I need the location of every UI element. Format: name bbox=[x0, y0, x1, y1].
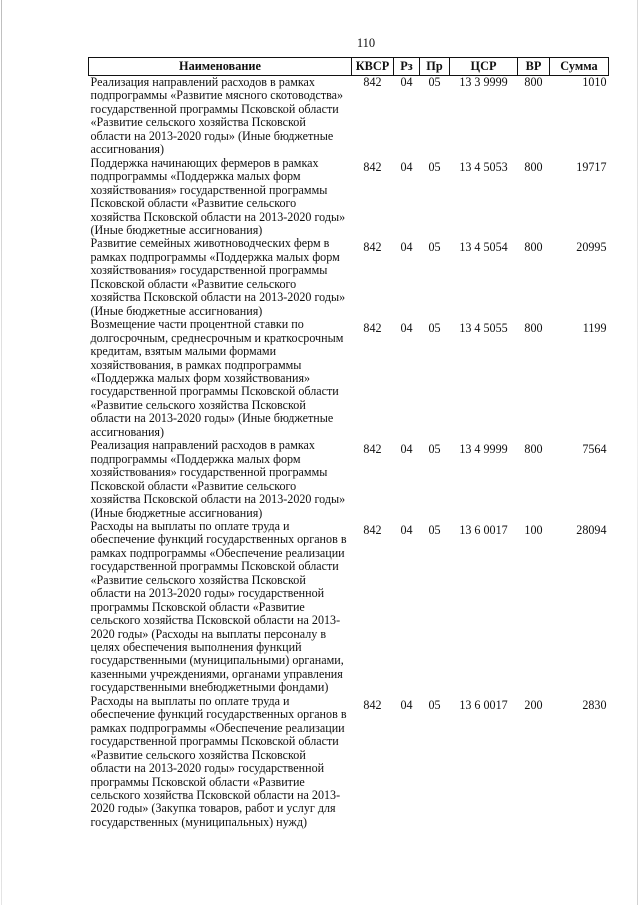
row-vr: 800 bbox=[524, 442, 543, 457]
row-kvsr: 842 bbox=[363, 321, 382, 336]
row-vr: 800 bbox=[524, 240, 543, 255]
table-row bbox=[89, 76, 609, 157]
row-name: Реализация направлений расходов в рамках подпрограммы «Поддержка малых форм хозяйствования» государственной программы Псковской области «Развитие сельского хозяйства Псковской области на 2013-2020 годы» (Иные бюджетные ассигнования) bbox=[90, 438, 346, 520]
row-csr: 13 4 5053 bbox=[459, 159, 508, 174]
header-csr: ЦСР bbox=[450, 58, 518, 76]
row-rz: 04 bbox=[400, 240, 413, 255]
row-rz: 04 bbox=[400, 522, 413, 537]
row-rz: 04 bbox=[400, 321, 413, 336]
row-csr: 13 6 0017 bbox=[459, 522, 508, 537]
table-row bbox=[89, 520, 609, 695]
page-number: 110 bbox=[356, 36, 376, 50]
row-vr: 800 bbox=[524, 159, 543, 174]
row-kvsr: 842 bbox=[363, 159, 382, 174]
header-sum: Сумма bbox=[550, 58, 609, 76]
row-kvsr: 842 bbox=[363, 75, 382, 89]
row-sum: 2830 bbox=[582, 697, 607, 712]
row-pr: 05 bbox=[428, 522, 441, 537]
row-sum: 7564 bbox=[582, 442, 607, 457]
row-vr: 100 bbox=[524, 522, 543, 537]
header-kvsr: КВСР bbox=[352, 58, 394, 76]
row-pr: 05 bbox=[428, 321, 441, 336]
row-name: Расходы на выплаты по оплате труда и обеспечение функций государственных органов в рамках подпрограммы «Обеспечение реализации государственной программы Псковской области «Развитие сельского хозяйства Псковской области на 2013-2020 годы» государственной программы Псковской области «Развитие сельского хозяйства Псковской области на 2013-2020 годы» (Расходы на выплаты персоналу в целях обеспечения выполнения функций государственными (муниципальными) органами, казенными учреждениями, органами управления государственными внебюджетными фондами) bbox=[90, 518, 347, 695]
table-row bbox=[89, 439, 609, 520]
row-sum: 28094 bbox=[576, 522, 607, 537]
table-row bbox=[89, 157, 609, 238]
header-pr: Пр bbox=[420, 58, 450, 76]
row-pr: 05 bbox=[428, 159, 441, 174]
row-sum: 1010 bbox=[582, 75, 607, 89]
budget-table bbox=[88, 57, 609, 829]
row-kvsr: 842 bbox=[363, 442, 382, 457]
row-sum: 20995 bbox=[576, 240, 607, 255]
row-csr: 13 6 0017 bbox=[459, 697, 508, 712]
row-name: Возмещение части процентной ставки по долгосрочным, среднесрочным и краткосрочным кредитам, взятым малыми формами хозяйствования, в рамках подпрограммы «Поддержка малых форм хозяйствования» государственной программы Псковской области «Развитие сельского хозяйства Псковской области на 2013-2020 годы» (Иные бюджетные ассигнования) bbox=[90, 317, 344, 439]
row-kvsr: 842 bbox=[363, 522, 382, 537]
row-pr: 05 bbox=[428, 75, 441, 89]
table-row bbox=[89, 318, 609, 439]
row-vr: 800 bbox=[524, 321, 543, 336]
header-name: Наименование bbox=[89, 58, 352, 76]
table-row bbox=[89, 695, 609, 830]
row-vr: 800 bbox=[524, 75, 543, 89]
table-row bbox=[89, 237, 609, 318]
row-csr: 13 4 5055 bbox=[459, 321, 508, 336]
row-rz: 04 bbox=[400, 159, 413, 174]
scan-edge-right bbox=[637, 0, 638, 905]
row-name: Развитие семейных животноводческих ферм в рамках подпрограммы «Поддержка малых форм хозяйствования» государственной программы Псковской области «Развитие сельского хозяйства Псковской области на 2013-2020 годы» (Иные бюджетные ассигнования) bbox=[90, 236, 346, 318]
row-name: Поддержка начинающих фермеров в рамках подпрограммы «Поддержка малых форм хозяйствования» государственной программы Псковской области «Развитие сельского хозяйства Псковской области на 2013-2020 годы» (Иные бюджетные ассигнования) bbox=[90, 155, 346, 237]
row-rz: 04 bbox=[400, 442, 413, 457]
row-name: Реализация направлений расходов в рамках подпрограммы «Развитие мясного скотоводства» государственной программы Псковской области «Развитие сельского хозяйства Псковской области на 2013-2020 годы» (Иные бюджетные ассигнования) bbox=[90, 75, 344, 157]
row-csr: 13 4 9999 bbox=[459, 442, 508, 457]
row-sum: 19717 bbox=[576, 159, 607, 174]
row-rz: 04 bbox=[400, 75, 413, 89]
row-csr: 13 4 5054 bbox=[459, 240, 508, 255]
row-kvsr: 842 bbox=[363, 240, 382, 255]
row-pr: 05 bbox=[428, 240, 441, 255]
scan-edge-left bbox=[1, 0, 2, 905]
row-kvsr: 842 bbox=[363, 697, 382, 712]
header-rz: Рз bbox=[394, 58, 420, 76]
row-sum: 1199 bbox=[582, 321, 607, 336]
row-pr: 05 bbox=[428, 697, 441, 712]
row-rz: 04 bbox=[400, 697, 413, 712]
row-csr: 13 3 9999 bbox=[459, 75, 508, 89]
header-vr: ВР bbox=[518, 58, 550, 76]
row-vr: 200 bbox=[524, 697, 543, 712]
row-name: Расходы на выплаты по оплате труда и обеспечение функций государственных органов в рамках подпрограммы «Обеспечение реализации государственной программы Псковской области «Развитие сельского хозяйства Псковской области на 2013-2020 годы» государственной программы Псковской области «Развитие сельского хозяйства Псковской области на 2013-2020 годы» (Закупка товаров, работ и услуг для государственных (муниципальных) нужд) bbox=[90, 693, 347, 829]
row-pr: 05 bbox=[428, 442, 441, 457]
table-header-row bbox=[89, 58, 609, 76]
